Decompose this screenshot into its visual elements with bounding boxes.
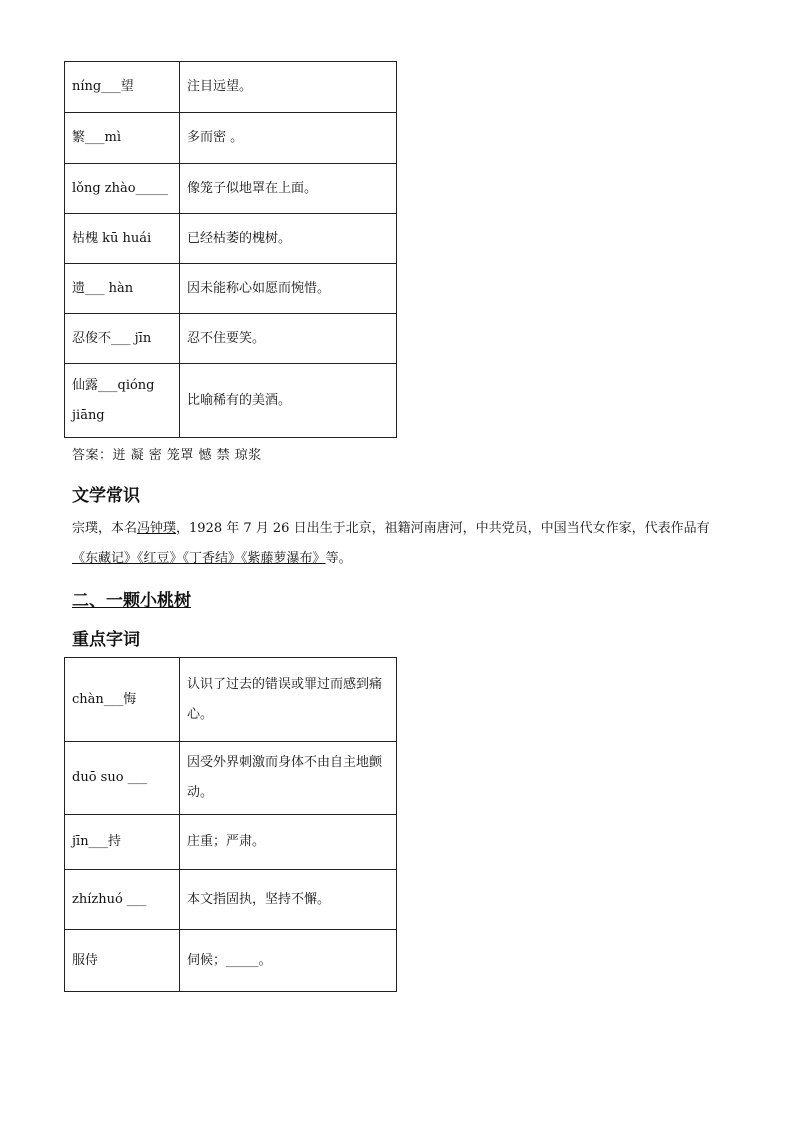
term-cell: 服侍 [65, 930, 180, 992]
text-segment: ，1928 年 7 月 26 日出生于北京，祖籍河南唐河，中共党员，中国当代女作家，代表作品有 [176, 521, 710, 536]
table-row [65, 930, 397, 992]
vocab-table-2 [64, 657, 397, 992]
term-cell: duō suo ___ [65, 742, 180, 815]
literary-knowledge-heading: 文学常识 [72, 486, 140, 506]
term-cell: chàn___悔 [65, 658, 180, 742]
definition-cell: 因未能称心如愿而惋惜。 [180, 264, 397, 314]
table-row [65, 658, 397, 742]
table-row [65, 214, 397, 264]
term-cell: 仙露___qióng jiāng [65, 364, 180, 438]
text-segment: 等。 [325, 551, 352, 566]
term-cell: 枯槐 kū huái [65, 214, 180, 264]
term-cell: jīn___持 [65, 815, 180, 870]
literary-paragraph [72, 514, 732, 574]
definition-cell: 注目远望。 [180, 62, 397, 113]
definition-cell: 比喻稀有的美酒。 [180, 364, 397, 438]
section-heading: 二、一颗小桃树 [72, 591, 191, 611]
definition-cell: 认识了过去的错误或罪过而感到痛心。 [180, 658, 397, 742]
author-name: 冯钟璞 [137, 521, 177, 536]
work-title: 《丁香结》 [182, 551, 242, 566]
term-cell: 遗___ hàn [65, 264, 180, 314]
definition-cell: 庄重；严肃。 [180, 815, 397, 870]
table-row [65, 364, 397, 438]
answer-line: 答案：迸 凝 密 笼罩 憾 禁 琼浆 [72, 448, 262, 463]
table-row [65, 815, 397, 870]
key-words-heading: 重点字词 [72, 630, 140, 650]
term-cell: 繁___mì [65, 113, 180, 164]
term-cell: níng___望 [65, 62, 180, 113]
term-cell: lǒng zhào_____ [65, 164, 180, 214]
work-title: 《东藏记》 [72, 551, 138, 566]
table-row [65, 742, 397, 815]
work-title: 《红豆》 [137, 551, 183, 566]
definition-cell: 多而密 。 [180, 113, 397, 164]
table-row [65, 314, 397, 364]
table-row [65, 62, 397, 113]
text-segment: 宗璞，本名 [72, 521, 138, 536]
term-cell: 忍俊不___ jīn [65, 314, 180, 364]
definition-cell: 像笼子似地罩在上面。 [180, 164, 397, 214]
definition-cell: 忍不住要笑。 [180, 314, 397, 364]
definition-cell: 伺候；_____。 [180, 930, 397, 992]
work-title: 《紫藤萝瀑布》 [241, 551, 326, 566]
table-row [65, 113, 397, 164]
definition-cell: 已经枯萎的槐树。 [180, 214, 397, 264]
table-row [65, 264, 397, 314]
definition-cell: 因受外界刺激而身体不由自主地颤动。 [180, 742, 397, 815]
definition-cell: 本文指固执，坚持不懈。 [180, 870, 397, 930]
term-cell: zhízhuó ___ [65, 870, 180, 930]
vocab-table-1 [64, 61, 397, 438]
table-row [65, 870, 397, 930]
table-row [65, 164, 397, 214]
